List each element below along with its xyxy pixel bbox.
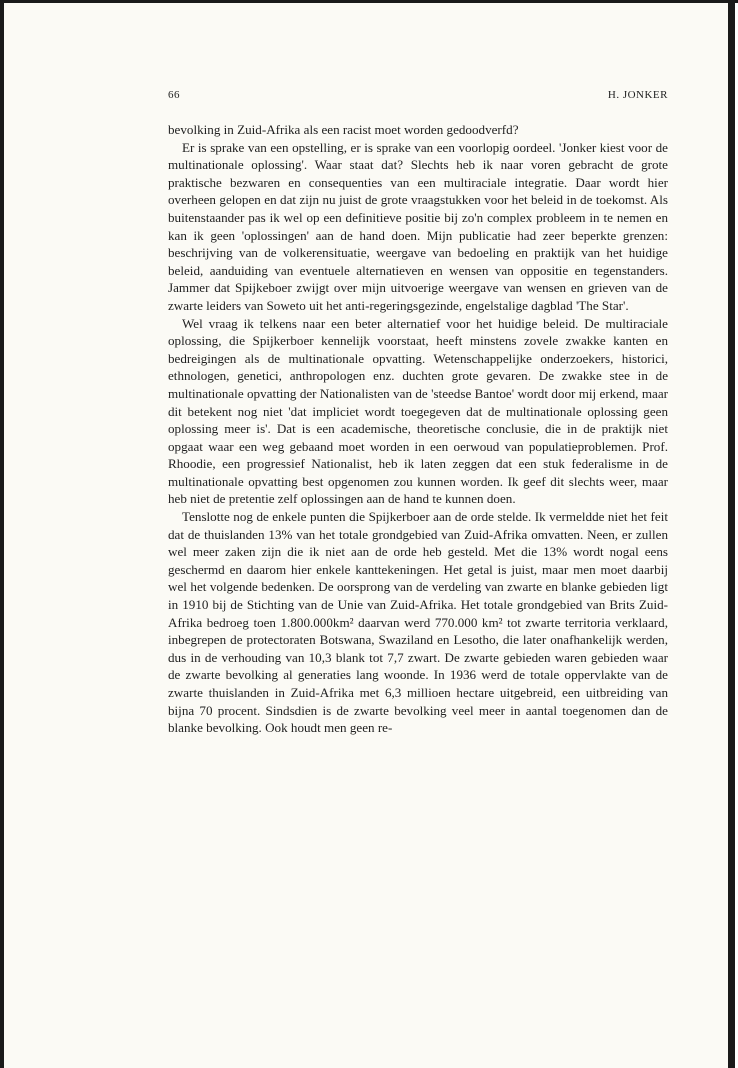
body-text [168, 121, 668, 737]
paragraph: Tenslotte nog de enkele punten die Spijkerboer aan de orde stelde. Ik vermeldde niet het feit dat de thuislanden 13% van het totale grondgebied van Zuid-Afrika omvatten. Neen, er zullen wel meer zaken zijn die ik niet aan de orde heb gesteld. Met die 13% wordt nogal eens geschermd en daarom hier enkele kanttekeningen. Het getal is juist, maar men moet daarbij wel het volgende bedenken. De oorsprong van de verdeling van zwarte en blanke gebieden ligt in 1910 bij de Stichting van de Unie van Zuid-Afrika. Het totale grondgebied van Brits Zuid-Afrika bedroeg toen 1.800.000km² daarvan werd 770.000 km² tot zwarte territoria verklaard, inbegrepen de protectoraten Botswana, Swaziland en Lesotho, die later onafhankelijk werden, dus in de verhouding van 10,3 blank tot 7,7 zwart. De zwarte gebieden waren gebieden waar de zwarte bevolking al generaties lang woonde. In 1936 werd de totale oppervlakte van de zwarte thuislanden in Zuid-Afrika met 6,3 millioen hectare uitgebreid, een uitbreiding van bijna 70 procent. Sindsdien is de zwarte bevolking veel meer in aantal toegenomen dan de blanke bevolking. Ook houdt men geen re- [168, 509, 668, 736]
paragraph: Wel vraag ik telkens naar een beter alternatief voor het huidige beleid. De multiraciale oplossing, die Spijkerboer kennelijk voorstaat, heeft minstens zovele zwakke kanten en bedreigingen als de multinationale opvatting. Wetenschappelijke onderzoekers, historici, ethnologen, genetici, anthropologen enz. duchten grote gevaren. De zwakke stee in de multinationale opvatting der Nationalisten van de 'steedse Bantoe' wordt door mij erkend, maar dit betekent nog niet 'dat impliciet wordt toegegeven dat de multinationale oplossing geen oplossing meer is'. Dat is een academische, theoretische conclusie, die in de praktijk niet opgaat waar een weg gebaand moet worden in een oerwoud van populatieproblemen. Prof. Rhoodie, een progressief Nationalist, heb ik laten zeggen dat een stuk federalisme in de multinationale opvatting best opgenomen zou kunnen worden. Ik geef dit slechts weer, maar heb niet de pretentie zelf oplossingen aan de hand te kunnen doen. [168, 315, 668, 507]
page-header [168, 89, 668, 105]
paragraph-continuation: bevolking in Zuid-Afrika als een racist moet worden gedoodverfd? [168, 122, 519, 137]
paragraph: Er is sprake van een opstelling, er is sprake van een voorlopig oordeel. 'Jonker kiest voor de multinationale oplossing'. Waar staat dat? Slechts heb ik naar voren gebracht de grote praktische bezwaren en consequenties van een multiraciale integratie. Daar wordt hier overheen gelopen en dat zijn nu juist de grote vraagstukken voor het beleid in de toekomst. Als buitenstaander pas ik wel op een definitieve positie bij zo'n complex probleem in te nemen en kan ik geen 'oplossingen' aan de hand doen. Mijn publicatie had zeer beperkte grenzen: beschrijving van de volkerensituatie, weergave van bedoeling en praktijk van het huidige beleid, aanduiding van eventuele alternatieven en wensen van oppositie en tegenstanders. Jammer dat Spijkeboer zwijgt over mijn uitvoerige weergave van wensen en grieven van de zwarte leiders van Soweto uit het anti-regeringsgezinde, engelstalige dagblad 'The Star'. [168, 139, 668, 313]
running-head: H. JONKER [607, 89, 668, 101]
scan-border-right [728, 0, 735, 1068]
page-number: 66 [168, 89, 180, 101]
